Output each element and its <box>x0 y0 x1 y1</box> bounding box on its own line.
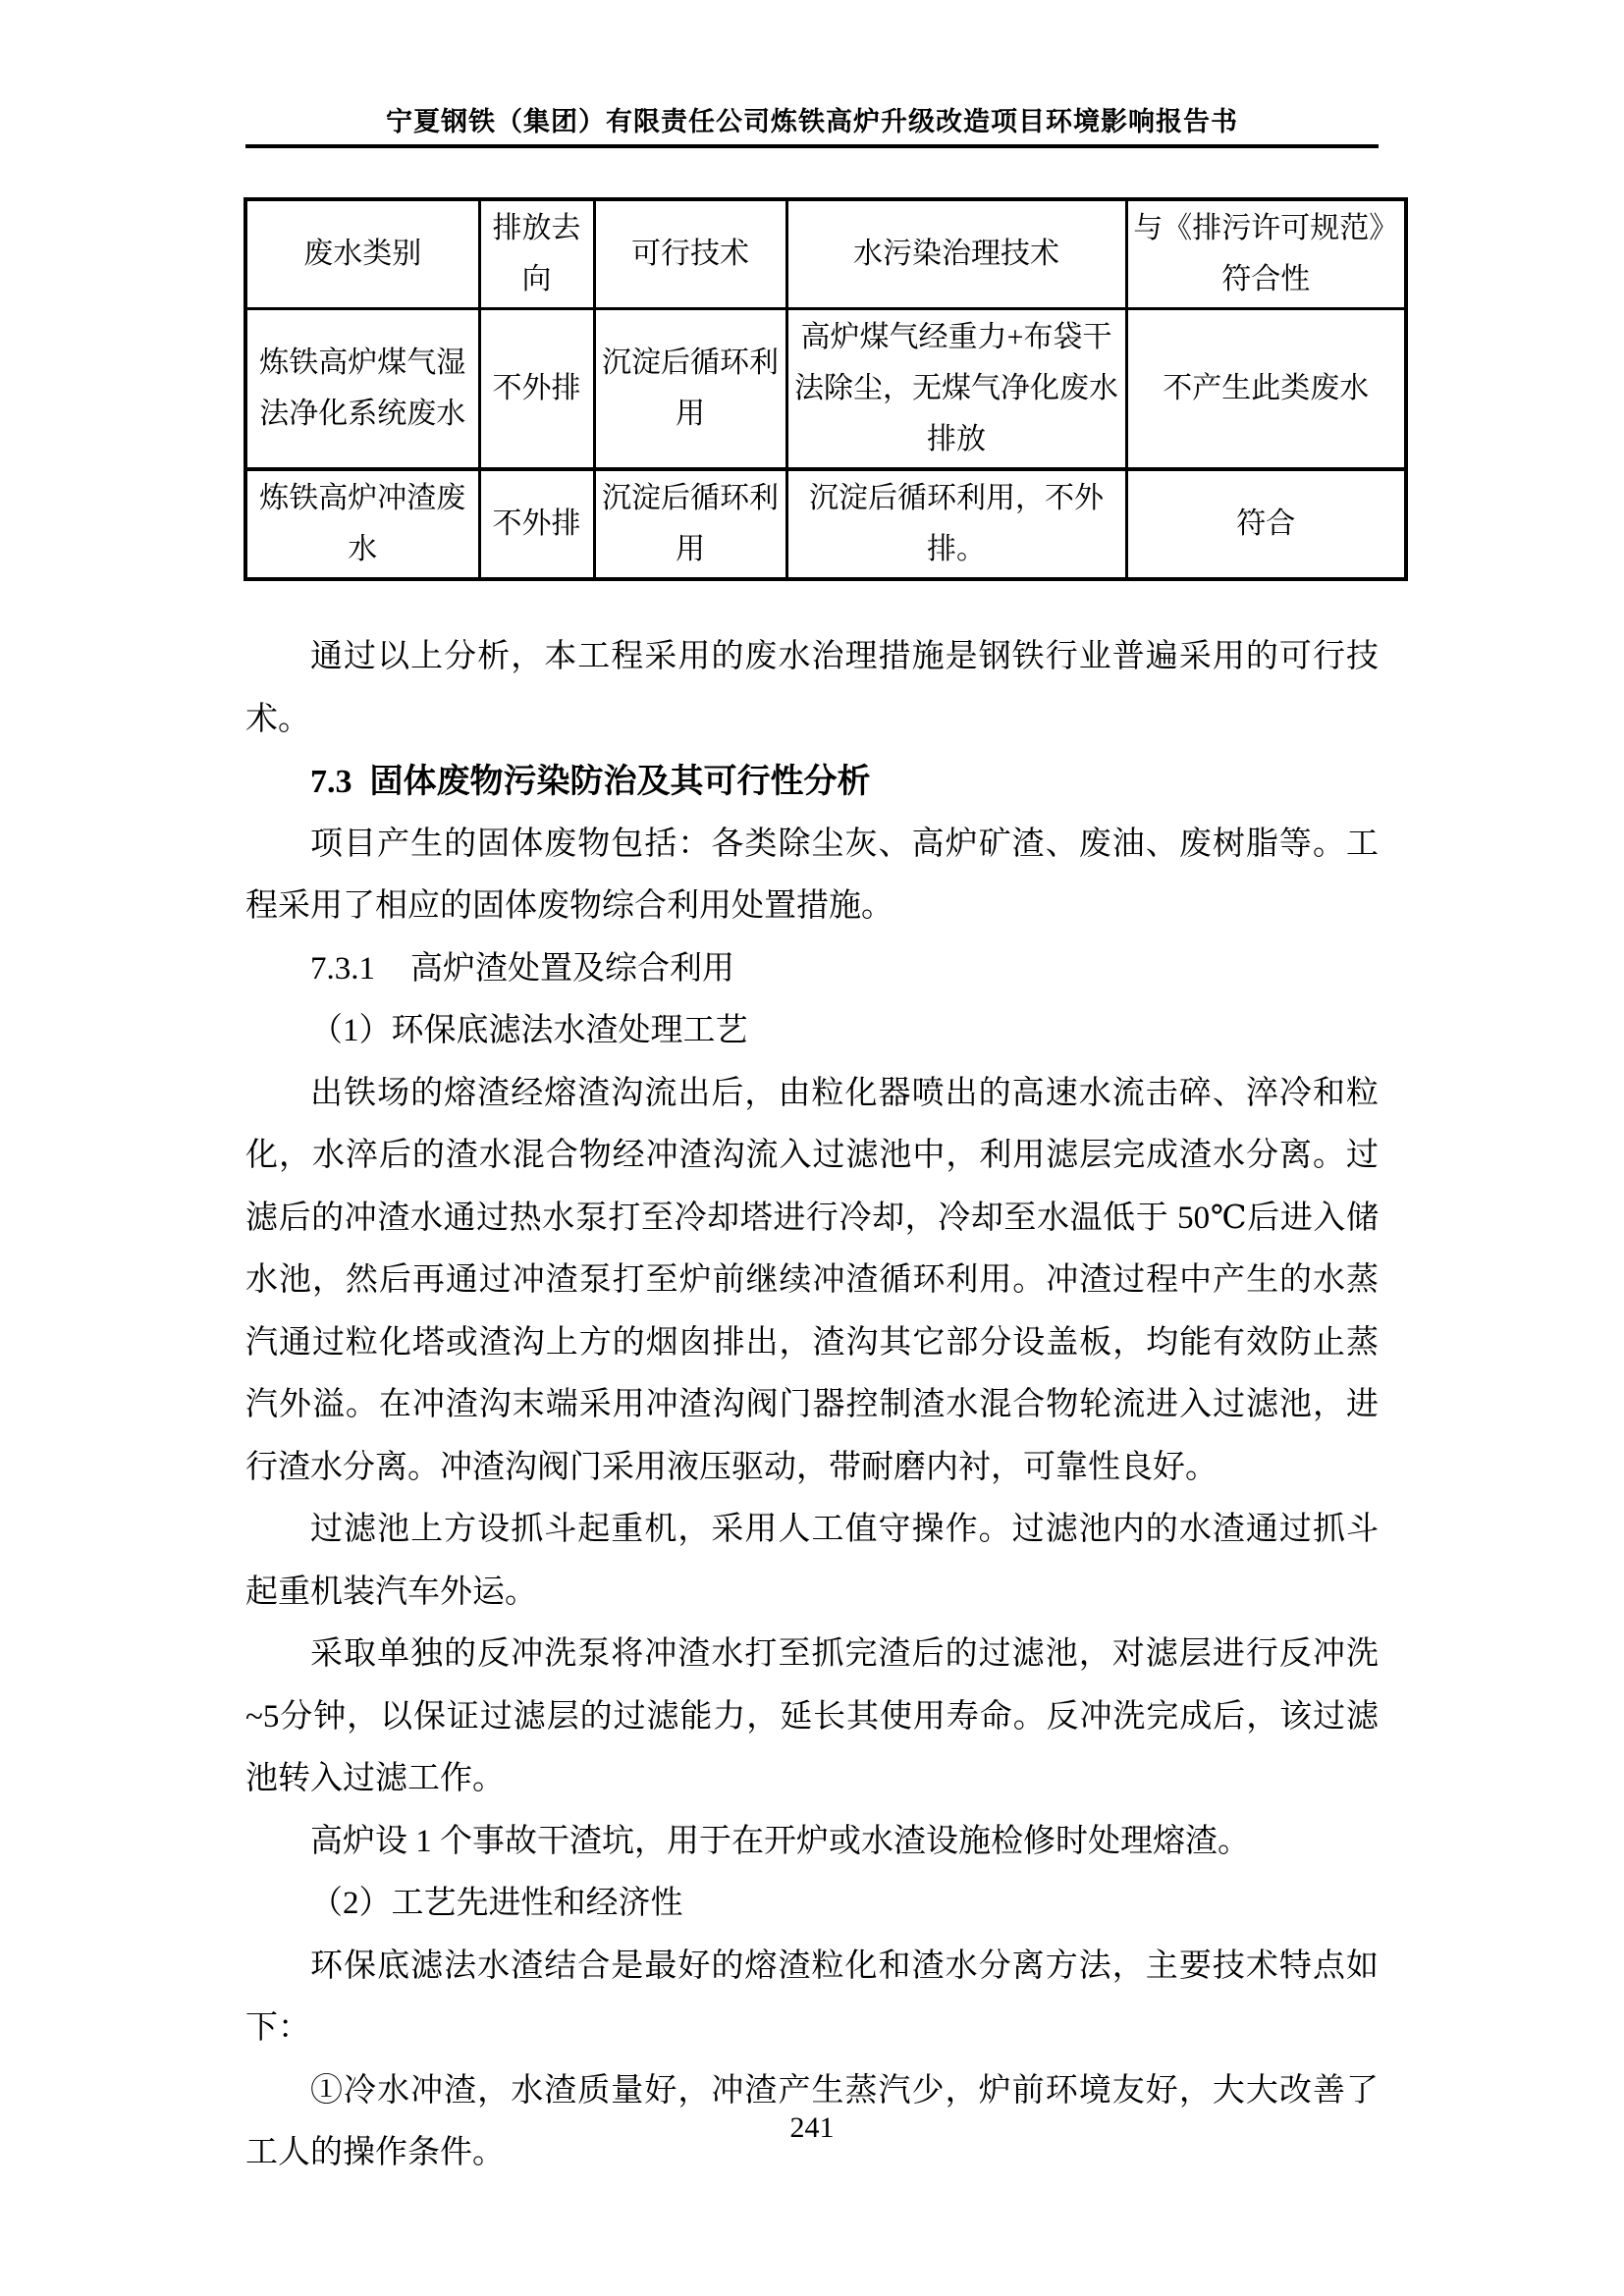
document-body <box>245 626 1379 2185</box>
heading-7-3-1-title: 高炉渣处置及综合利用 <box>410 950 734 987</box>
heading-7-3-1-number: 7.3.1 <box>310 950 375 987</box>
wastewater-treatment-table <box>244 197 1408 581</box>
page-header-title: 宁夏钢铁（集团）有限责任公司炼铁高炉升级改造项目环境影响报告书 <box>386 107 1238 136</box>
cell-wastewater-type: 炼铁高炉煤气湿法净化系统废水 <box>245 309 479 470</box>
subheading-item-1: （1）环保底滤法水渣处理工艺 <box>310 1013 748 1048</box>
paragraph-conclusion: 通过以上分析，本工程采用的废水治理措施是钢铁行业普遍采用的可行技术。 <box>245 639 1379 737</box>
cell-discharge: 不外排 <box>479 309 594 470</box>
cell-technique: 沉淀后循环利用 <box>594 469 786 579</box>
cell-treatment: 高炉煤气经重力+布袋干法除尘，无煤气净化废水排放 <box>786 309 1126 470</box>
paragraph-emergency-pit: 高炉设 1 个事故干渣坑，用于在开炉或水渣设施检修时处理熔渣。 <box>310 1823 1250 1859</box>
heading-7-3-number: 7.3 <box>310 764 352 800</box>
paragraph-solid-waste-overview: 项目产生的固体废物包括：各类除尘灰、高炉矿渣、废油、废树脂等。工程采用了相应的固体废物综合利用处置措施。 <box>245 826 1379 924</box>
paragraph-point-1: ①冷水冲渣，水渣质量好，冲渣产生蒸汽少，炉前环境友好，大大改善了工人的操作条件。 <box>245 2072 1379 2170</box>
cell-wastewater-type: 炼铁高炉冲渣废水 <box>245 469 479 579</box>
table-row <box>245 309 1406 470</box>
heading-section-7-3-1 <box>245 938 1379 1001</box>
col-header-feasible-technique: 可行技术 <box>594 199 786 309</box>
table-header-row <box>245 199 1406 309</box>
paragraph-backwash: 采取单独的反冲洗泵将冲渣水打至抓完渣后的过滤池，对滤层进行反冲洗~5分钟，以保证过滤层的过滤能力，延长其使用寿命。反冲洗完成后，该过滤池转入过滤工作。 <box>245 1636 1379 1796</box>
paragraph-slag-process: 出铁场的熔渣经熔渣沟流出后，由粒化器喷出的高速水流击碎、淬冷和粒化，水淬后的渣水混合物经冲渣沟流入过滤池中，利用滤层完成渣水分离。过滤后的冲渣水通过热水泵打至冷却塔进行冷却，冷却至水温低于 50℃后进入储水池，然后再通过冲渣泵打至炉前继续冲渣循环利用。冲渣过程中产生的水蒸汽通过粒化塔或渣沟上方的烟囱排出，渣沟其它部分设盖板，均能有效防止蒸汽外溢。在冲渣沟末端采用冲渣沟阀门器控制渣水混合物轮流进入过滤池，进行渣水分离。冲渣沟阀门采用液压驱动，带耐磨内衬，可靠性良好。 <box>245 1075 1379 1485</box>
content-column <box>245 0 1399 2185</box>
heading-section-7-3 <box>245 751 1379 814</box>
col-header-wastewater-type: 废水类别 <box>245 199 479 309</box>
subheading-item-2: （2）工艺先进性和经济性 <box>310 1886 683 1921</box>
cell-discharge: 不外排 <box>479 469 594 579</box>
paragraph-grab-crane: 过滤池上方设抓斗起重机，采用人工值守操作。过滤池内的水渣通过抓斗起重机装汽车外运。 <box>245 1512 1379 1610</box>
paragraph-advantage: 环保底滤法水渣结合是最好的熔渣粒化和渣水分离方法，主要技术特点如下： <box>245 1948 1379 2046</box>
cell-compliance: 符合 <box>1126 469 1406 579</box>
table-row <box>245 469 1406 579</box>
page-header <box>245 0 1379 148</box>
heading-7-3-title: 固体废物污染防治及其可行性分析 <box>369 764 871 800</box>
cell-technique: 沉淀后循环利用 <box>594 309 786 470</box>
col-header-discharge-destination: 排放去向 <box>479 199 594 309</box>
page-number: 241 <box>789 2111 835 2144</box>
col-header-water-pollution-treatment: 水污染治理技术 <box>786 199 1126 309</box>
cell-treatment: 沉淀后循环利用，不外排。 <box>786 469 1126 579</box>
col-header-permit-compliance: 与《排污许可规范》符合性 <box>1126 199 1406 309</box>
cell-compliance: 不产生此类废水 <box>1126 309 1406 470</box>
